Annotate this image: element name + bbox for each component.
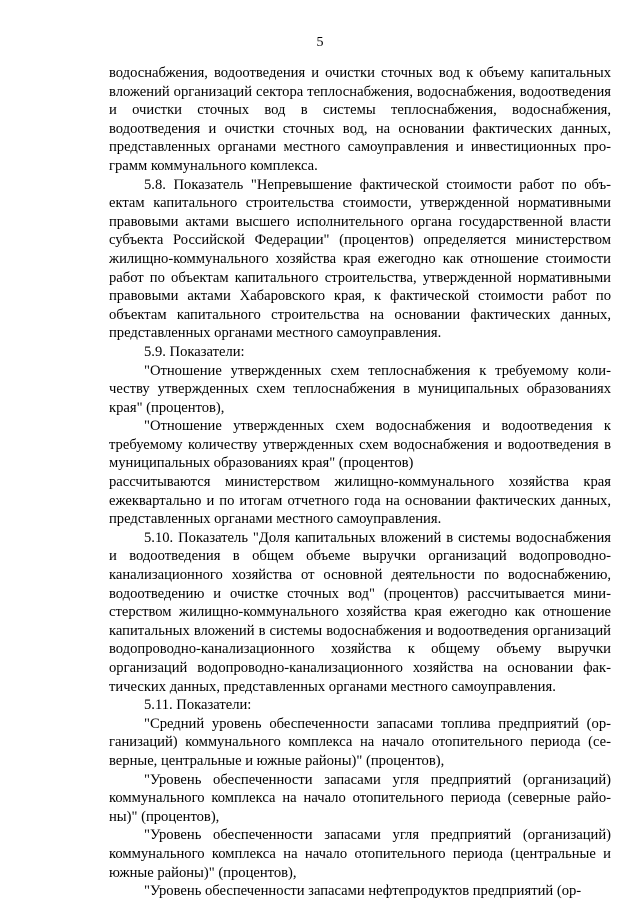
- paragraph-5-9-heading: 5.9. Показатели:: [144, 343, 245, 360]
- paragraph: "Средний уровень обеспеченности запасами топлива предприятий (организаций) коммунального комплекса на начало отопительного периода (северные, центральные и южные районы)" (процентов),: [109, 715, 611, 769]
- paragraph-5-10: 5.10. Показатель "Доля капитальных вложений в системы водоснабжения и водоотведения в общем объеме выручки организаций водопроводно-канализационного хозяйства от основной деятельности по водоснабжению, водоотведению и очистке сточных вод" (процентов) рассчитывается министерством жилищно-коммунального хозяйства края ежегодно как отношение капитальных вложений в системы водоснабжения и водоотведения организаций водопроводно-канализационного хозяйства к общему объему выручки организаций водопроводно-канализационного хозяйства на основании фактических данных, представленных органами местного самоуправления.: [109, 529, 611, 695]
- body-text: [109, 64, 611, 901]
- paragraph: рассчитываются министерством жилищно-коммунального хозяйства края ежеквартально и по итогам отчетного года на основании фактических данных, представленных органами местного самоуправления.: [109, 474, 611, 528]
- paragraph-5-11-heading: 5.11. Показатели:: [144, 697, 252, 714]
- paragraph: водоснабжения, водоотведения и очистки сточных вод к объему капитальных вложений организаций сектора теплоснабжения, водоснабжения, водоотведения и очистки сточных вод в системы теплоснабжения, водоснабжения, водоотведения и очистки сточных вод, на основании фактических данных, представленных органами местного самоуправления и инвестиционных программ коммунального комплекса.: [109, 65, 611, 174]
- paragraph: "Уровень обеспеченности запасами нефтепродуктов предприятий (ор-: [144, 883, 582, 900]
- paragraph: "Отношение утвержденных схем теплоснабжения к требуемому количеству утвержденных схем теплоснабжения в муниципальных образованиях края" (процентов),: [109, 362, 611, 416]
- paragraph: "Отношение утвержденных схем водоснабжения и водоотведения к требуемому количеству утвержденных схем водоснабжения и водоотведения в муниципальных образованиях края" (процентов): [109, 418, 611, 472]
- paragraph-5-8: 5.8. Показатель "Непревышение фактической стоимости работ по объектам капитального строительства стоимости, утвержденной нормативными правовыми актами высшего исполнительного органа государственной власти субъекта Российской Федерации" (процентов) определяется министерством жилищно-коммунального хозяйства края ежегодно как отношение стоимости работ по объектам капитального строительства, утвержденной нормативными правовыми актами Хабаровского края, к фактической стоимости работ по объектам капитального строительства на основании фактических данных, представленных органами местного самоуправления.: [109, 176, 611, 342]
- page-number: 5: [316, 35, 324, 50]
- paragraph: "Уровень обеспеченности запасами угля предприятий (организаций) коммунального комплекса на начало отопительного периода (северные районы)" (процентов),: [109, 771, 611, 825]
- paragraph: "Уровень обеспеченности запасами угля предприятий (организаций) коммунального комплекса на начало отопительного периода (центральные и южные районы)" (процентов),: [109, 827, 611, 881]
